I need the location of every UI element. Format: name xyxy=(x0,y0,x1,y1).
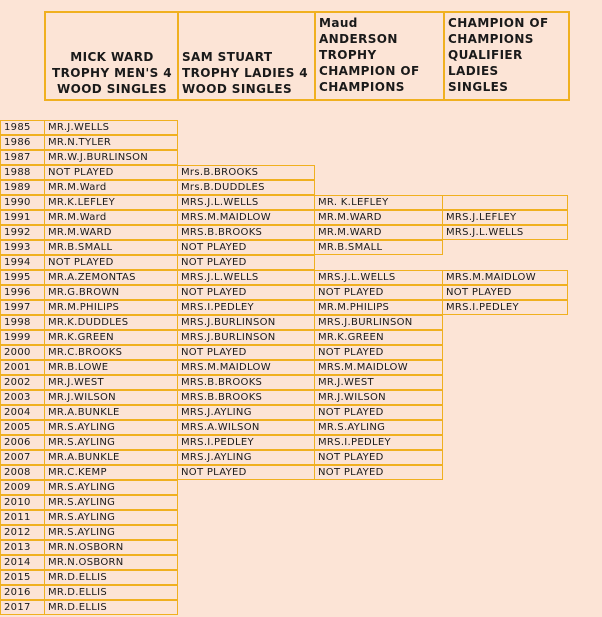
maud-anderson-cell: MRS.I.PEDLEY xyxy=(314,435,443,450)
year-cell: 2014 xyxy=(0,555,45,570)
mick-ward-cell: MR.W.J.BURLINSON xyxy=(44,150,178,165)
mick-ward-cell: MR.S.AYLING xyxy=(44,480,178,495)
maud-anderson-cell: MRS.M.MAIDLOW xyxy=(314,360,443,375)
mick-ward-cell: MR.J.WEST xyxy=(44,375,178,390)
mick-ward-cell: MR.D.ELLIS xyxy=(44,585,178,600)
sam-stuart-cell: Mrs.B.BROOKS xyxy=(177,165,315,180)
header-champion-qualifier-label: CHAMPION OF CHAMPIONS QUALIFIER LADIES SINGLES xyxy=(448,16,549,94)
sam-stuart-cell: MRS.J.BURLINSON xyxy=(177,315,315,330)
year-cell: 1997 xyxy=(0,300,45,315)
sam-stuart-cell: MRS.J.AYLING xyxy=(177,405,315,420)
maud-anderson-cell: MR.S.AYLING xyxy=(314,420,443,435)
year-cell: 1985 xyxy=(0,120,45,135)
year-cell: 2016 xyxy=(0,585,45,600)
mick-ward-cell: NOT PLAYED xyxy=(44,255,178,270)
mick-ward-cell: MR.S.AYLING xyxy=(44,510,178,525)
mick-ward-cell: MR.D.ELLIS xyxy=(44,600,178,615)
year-cell: 2009 xyxy=(0,480,45,495)
champion-qualifier-cell xyxy=(442,195,568,210)
trophy-header-row xyxy=(44,11,570,101)
sam-stuart-cell: MRS.J.BURLINSON xyxy=(177,330,315,345)
mick-ward-cell: MR.N.TYLER xyxy=(44,135,178,150)
mick-ward-cell: MR.S.AYLING xyxy=(44,420,178,435)
header-sam-stuart-trophy xyxy=(179,13,316,99)
year-cell: 2017 xyxy=(0,600,45,615)
sam-stuart-cell: MRS.I.PEDLEY xyxy=(177,300,315,315)
maud-anderson-cell: MR.K.GREEN xyxy=(314,330,443,345)
mick-ward-cell: MR.A.BUNKLE xyxy=(44,405,178,420)
year-cell: 2015 xyxy=(0,570,45,585)
sam-stuart-cell: NOT PLAYED xyxy=(177,345,315,360)
mick-ward-cell: MR.B.SMALL xyxy=(44,240,178,255)
sam-stuart-cell: MRS.M.MAIDLOW xyxy=(177,360,315,375)
mick-ward-cell: MR.K.LEFLEY xyxy=(44,195,178,210)
year-cell: 2000 xyxy=(0,345,45,360)
maud-anderson-cell: MR.M.WARD xyxy=(314,225,443,240)
mick-ward-cell: MR.M.PHILIPS xyxy=(44,300,178,315)
year-cell: 2002 xyxy=(0,375,45,390)
year-cell: 2006 xyxy=(0,435,45,450)
maud-anderson-cell: MR. K.LEFLEY xyxy=(314,195,443,210)
year-cell: 2004 xyxy=(0,405,45,420)
header-mick-ward-label: MICK WARD TROPHY MEN'S 4 WOOD SINGLES xyxy=(52,50,172,96)
sam-stuart-cell: NOT PLAYED xyxy=(177,285,315,300)
champion-qualifier-cell: MRS.M.MAIDLOW xyxy=(442,270,568,285)
sam-stuart-cell: MRS.J.AYLING xyxy=(177,450,315,465)
mick-ward-cell: MR.D.ELLIS xyxy=(44,570,178,585)
mick-ward-cell: MR.A.ZEMONTAS xyxy=(44,270,178,285)
sam-stuart-cell: MRS.I.PEDLEY xyxy=(177,435,315,450)
header-maud-anderson-label: Maud ANDERSON TROPHY CHAMPION OF CHAMPIONS xyxy=(319,16,420,94)
mick-ward-cell: MR.K.DUDDLES xyxy=(44,315,178,330)
year-cell: 2007 xyxy=(0,450,45,465)
mick-ward-cell: MR.K.GREEN xyxy=(44,330,178,345)
champion-qualifier-cell: MRS.J.LEFLEY xyxy=(442,210,568,225)
mick-ward-cell: MR.N.OSBORN xyxy=(44,540,178,555)
maud-anderson-cell: MR.B.SMALL xyxy=(314,240,443,255)
header-maud-anderson-trophy xyxy=(316,13,445,99)
sam-stuart-cell: NOT PLAYED xyxy=(177,465,315,480)
mick-ward-cell: MR.A.BUNKLE xyxy=(44,450,178,465)
year-cell: 2003 xyxy=(0,390,45,405)
mick-ward-cell: MR.G.BROWN xyxy=(44,285,178,300)
mick-ward-cell: MR.M.Ward xyxy=(44,210,178,225)
maud-anderson-cell: NOT PLAYED xyxy=(314,345,443,360)
year-cell: 2001 xyxy=(0,360,45,375)
year-cell: 1992 xyxy=(0,225,45,240)
year-cell: 1988 xyxy=(0,165,45,180)
mick-ward-cell: MR.M.Ward xyxy=(44,180,178,195)
sam-stuart-cell: MRS.A.WILSON xyxy=(177,420,315,435)
mick-ward-cell: MR.S.AYLING xyxy=(44,435,178,450)
year-cell: 2012 xyxy=(0,525,45,540)
maud-anderson-cell: MR.J.WEST xyxy=(314,375,443,390)
year-cell: 2011 xyxy=(0,510,45,525)
mick-ward-cell: MR.C.BROOKS xyxy=(44,345,178,360)
year-cell: 2013 xyxy=(0,540,45,555)
year-cell: 1999 xyxy=(0,330,45,345)
maud-anderson-cell: MR.J.WILSON xyxy=(314,390,443,405)
sam-stuart-cell: Mrs.B.DUDDLES xyxy=(177,180,315,195)
header-champion-qualifier xyxy=(445,13,568,99)
maud-anderson-cell: MRS.J.BURLINSON xyxy=(314,315,443,330)
champion-qualifier-cell: NOT PLAYED xyxy=(442,285,568,300)
sam-stuart-cell: MRS.B.BROOKS xyxy=(177,375,315,390)
mick-ward-cell: MR.J.WELLS xyxy=(44,120,178,135)
mick-ward-cell: MR.N.OSBORN xyxy=(44,555,178,570)
mick-ward-cell: MR.C.KEMP xyxy=(44,465,178,480)
year-cell: 2008 xyxy=(0,465,45,480)
mick-ward-cell: MR.B.LOWE xyxy=(44,360,178,375)
year-cell: 1987 xyxy=(0,150,45,165)
maud-anderson-cell: MR.M.WARD xyxy=(314,210,443,225)
year-cell: 1993 xyxy=(0,240,45,255)
champion-qualifier-cell: MRS.I.PEDLEY xyxy=(442,300,568,315)
sam-stuart-cell: MRS.M.MAIDLOW xyxy=(177,210,315,225)
maud-anderson-cell: NOT PLAYED xyxy=(314,465,443,480)
maud-anderson-cell: MRS.J.L.WELLS xyxy=(314,270,443,285)
maud-anderson-cell: NOT PLAYED xyxy=(314,405,443,420)
header-mick-ward-trophy xyxy=(46,13,179,99)
year-cell: 1989 xyxy=(0,180,45,195)
year-cell: 2010 xyxy=(0,495,45,510)
year-cell: 1990 xyxy=(0,195,45,210)
mick-ward-cell: MR.M.WARD xyxy=(44,225,178,240)
year-cell: 1995 xyxy=(0,270,45,285)
sam-stuart-cell: MRS.J.L.WELLS xyxy=(177,270,315,285)
year-cell: 1996 xyxy=(0,285,45,300)
mick-ward-cell: NOT PLAYED xyxy=(44,165,178,180)
mick-ward-cell: MR.S.AYLING xyxy=(44,495,178,510)
maud-anderson-cell: MR.M.PHILIPS xyxy=(314,300,443,315)
sam-stuart-cell: MRS.J.L.WELLS xyxy=(177,195,315,210)
sam-stuart-cell: MRS.B.BROOKS xyxy=(177,390,315,405)
mick-ward-cell: MR.J.WILSON xyxy=(44,390,178,405)
sam-stuart-cell: NOT PLAYED xyxy=(177,255,315,270)
mick-ward-cell: MR.S.AYLING xyxy=(44,525,178,540)
maud-anderson-cell: NOT PLAYED xyxy=(314,285,443,300)
year-cell: 1991 xyxy=(0,210,45,225)
sam-stuart-cell: NOT PLAYED xyxy=(177,240,315,255)
year-cell: 2005 xyxy=(0,420,45,435)
year-cell: 1998 xyxy=(0,315,45,330)
year-cell: 1994 xyxy=(0,255,45,270)
header-sam-stuart-label: SAM STUART TROPHY LADIES 4 WOOD SINGLES xyxy=(182,50,309,96)
champion-qualifier-cell: MRS.J.L.WELLS xyxy=(442,225,568,240)
maud-anderson-cell: NOT PLAYED xyxy=(314,450,443,465)
sam-stuart-cell: MRS.B.BROOKS xyxy=(177,225,315,240)
year-cell: 1986 xyxy=(0,135,45,150)
